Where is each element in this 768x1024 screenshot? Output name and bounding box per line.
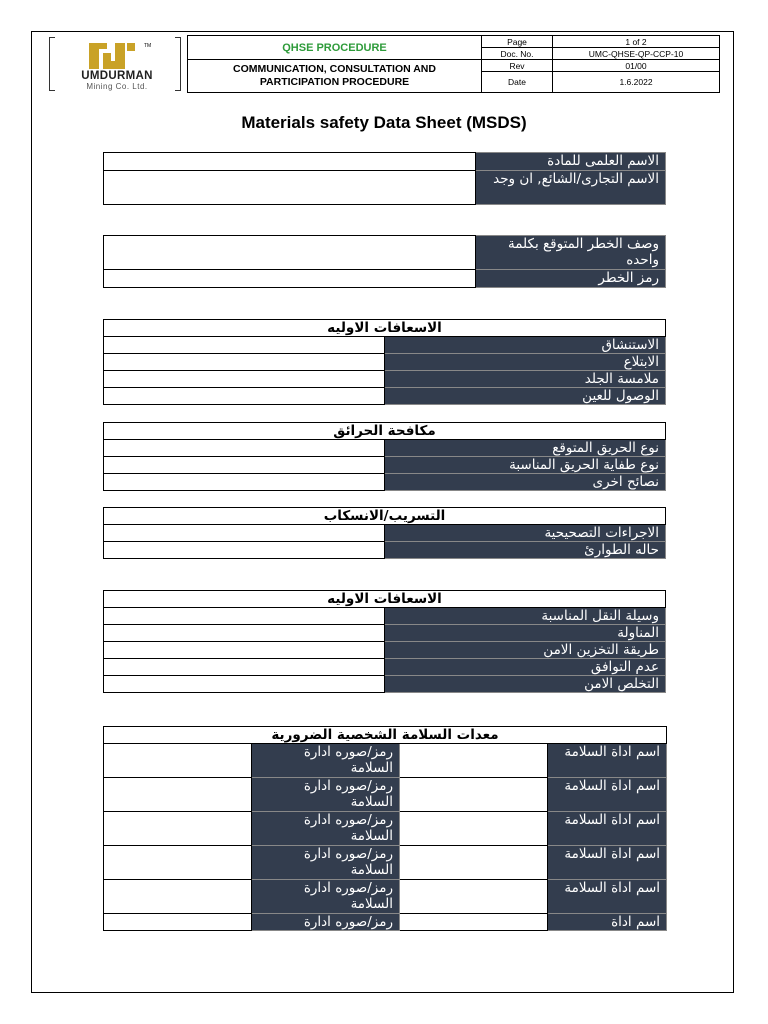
storage-field[interactable]: [104, 642, 385, 659]
logo-company-subtitle: Mining Co. Ltd.: [86, 82, 148, 91]
rev-value: 01/00: [553, 60, 720, 72]
ppe-symbol-field[interactable]: [104, 744, 252, 778]
emergency-label: حاله الطوارئ: [385, 542, 666, 559]
eye-contact-label: الوصول للعين: [385, 388, 666, 405]
handling-label: المناولة: [385, 625, 666, 642]
incompatibility-field[interactable]: [104, 659, 385, 676]
ingestion-field[interactable]: [104, 354, 385, 371]
disposal-field[interactable]: [104, 676, 385, 693]
fire-type-field[interactable]: [104, 440, 385, 457]
ingestion-label: الابتلاع: [385, 354, 666, 371]
ppe-name-label: اسم اداة السلامة: [548, 744, 667, 778]
first-aid-heading: الاسعافات الاوليه: [104, 320, 666, 337]
trade-name-label: الاسم التجارى/الشائع, ان وجد: [476, 171, 666, 205]
ppe-heading: معدات السلامة الشخصية الضرورية: [104, 727, 667, 744]
hazard-symbol-field[interactable]: [104, 270, 476, 288]
disposal-label: التخلص الامن: [385, 676, 666, 693]
ppe-name-field[interactable]: [400, 846, 548, 880]
procedure-title-line2: PARTICIPATION PROCEDURE: [259, 76, 410, 88]
skin-contact-label: ملامسة الجلد: [385, 371, 666, 388]
incompatibility-label: عدم التوافق: [385, 659, 666, 676]
extinguisher-type-label: نوع طفاية الحريق المناسبة: [385, 457, 666, 474]
ppe-symbol-label: رمز/صوره ادارة السلامة: [252, 744, 400, 778]
inhalation-label: الاستنشاق: [385, 337, 666, 354]
document-title: Materials safety Data Sheet (MSDS): [241, 113, 527, 132]
logo-trademark: TM: [144, 43, 152, 49]
date-label: Date: [482, 72, 553, 93]
transport-field[interactable]: [104, 608, 385, 625]
transport-label: وسيلة النقل المناسبة: [385, 608, 666, 625]
ppe-name-label: اسم اداة السلامة: [548, 778, 667, 812]
ppe-name-field[interactable]: [400, 744, 548, 778]
ppe-name-label: اسم اداة السلامة: [548, 880, 667, 914]
ppe-name-label: اسم اداة السلامة: [548, 812, 667, 846]
hazard-description-field[interactable]: [104, 236, 476, 270]
leakage-table: [103, 507, 666, 559]
ppe-name-field[interactable]: [400, 812, 548, 846]
ppe-symbol-label: رمز/صوره ادارة السلامة: [252, 880, 400, 914]
page-value: 1 of 2: [553, 36, 720, 48]
ppe-name-field[interactable]: [400, 880, 548, 914]
fire-fighting-heading: مكافحة الحرائق: [104, 423, 666, 440]
logo-company-name: UMDURMAN: [81, 70, 153, 82]
umdurman-logo-icon: [83, 39, 143, 71]
eye-contact-field[interactable]: [104, 388, 385, 405]
extinguisher-type-field[interactable]: [104, 457, 385, 474]
qhse-procedure-label: QHSE PROCEDURE: [188, 36, 482, 60]
ppe-name-label: اسم اداة: [548, 914, 667, 931]
ppe-symbol-label: رمز/صوره ادارة السلامة: [252, 812, 400, 846]
skin-contact-field[interactable]: [104, 371, 385, 388]
other-advice-field[interactable]: [104, 474, 385, 491]
handling-field[interactable]: [104, 625, 385, 642]
trade-name-field[interactable]: [104, 171, 476, 205]
hazard-symbol-label: رمز الخطر: [476, 270, 666, 288]
procedure-title: [188, 60, 482, 93]
ppe-symbol-field[interactable]: [104, 880, 252, 914]
hazard-description-label: وصف الخطر المتوقع بكلمة واحده: [476, 236, 666, 270]
handling-table: [103, 590, 666, 693]
document-header-table: [187, 35, 720, 93]
scientific-name-field[interactable]: [104, 153, 476, 171]
ppe-symbol-field[interactable]: [104, 846, 252, 880]
ppe-name-label: اسم اداة السلامة: [548, 846, 667, 880]
company-logo: [47, 35, 187, 93]
emergency-field[interactable]: [104, 542, 385, 559]
fire-fighting-table: [103, 422, 666, 491]
ppe-name-field[interactable]: [400, 778, 548, 812]
ppe-name-field[interactable]: [400, 914, 548, 931]
identification-table: [103, 152, 666, 205]
corrective-actions-field[interactable]: [104, 525, 385, 542]
fire-type-label: نوع الحريق المتوقع: [385, 440, 666, 457]
ppe-symbol-label: رمز/صوره ادارة: [252, 914, 400, 931]
storage-label: طريقة التخزين الامن: [385, 642, 666, 659]
ppe-symbol-field[interactable]: [104, 778, 252, 812]
page-label: Page: [482, 36, 553, 48]
procedure-title-line1: COMMUNICATION, CONSULTATION AND: [233, 63, 436, 75]
leakage-heading: التسريب/الانسكاب: [104, 508, 666, 525]
ppe-symbol-field[interactable]: [104, 812, 252, 846]
other-advice-label: نصائح اخرى: [385, 474, 666, 491]
scientific-name-label: الاسم العلمى للمادة: [476, 153, 666, 171]
first-aid-table: [103, 319, 666, 405]
date-value: 1.6.2022: [553, 72, 720, 93]
doc-no-value: UMC-QHSE-QP-CCP-10: [553, 48, 720, 60]
inhalation-field[interactable]: [104, 337, 385, 354]
ppe-symbol-label: رمز/صوره ادارة السلامة: [252, 846, 400, 880]
hazard-table: [103, 235, 666, 288]
handling-heading: الاسعافات الاوليه: [104, 591, 666, 608]
corrective-actions-label: الاجراءات التصحيحية: [385, 525, 666, 542]
ppe-symbol-field[interactable]: [104, 914, 252, 931]
doc-no-label: Doc. No.: [482, 48, 553, 60]
ppe-table: [103, 726, 667, 931]
ppe-symbol-label: رمز/صوره ادارة السلامة: [252, 778, 400, 812]
rev-label: Rev: [482, 60, 553, 72]
